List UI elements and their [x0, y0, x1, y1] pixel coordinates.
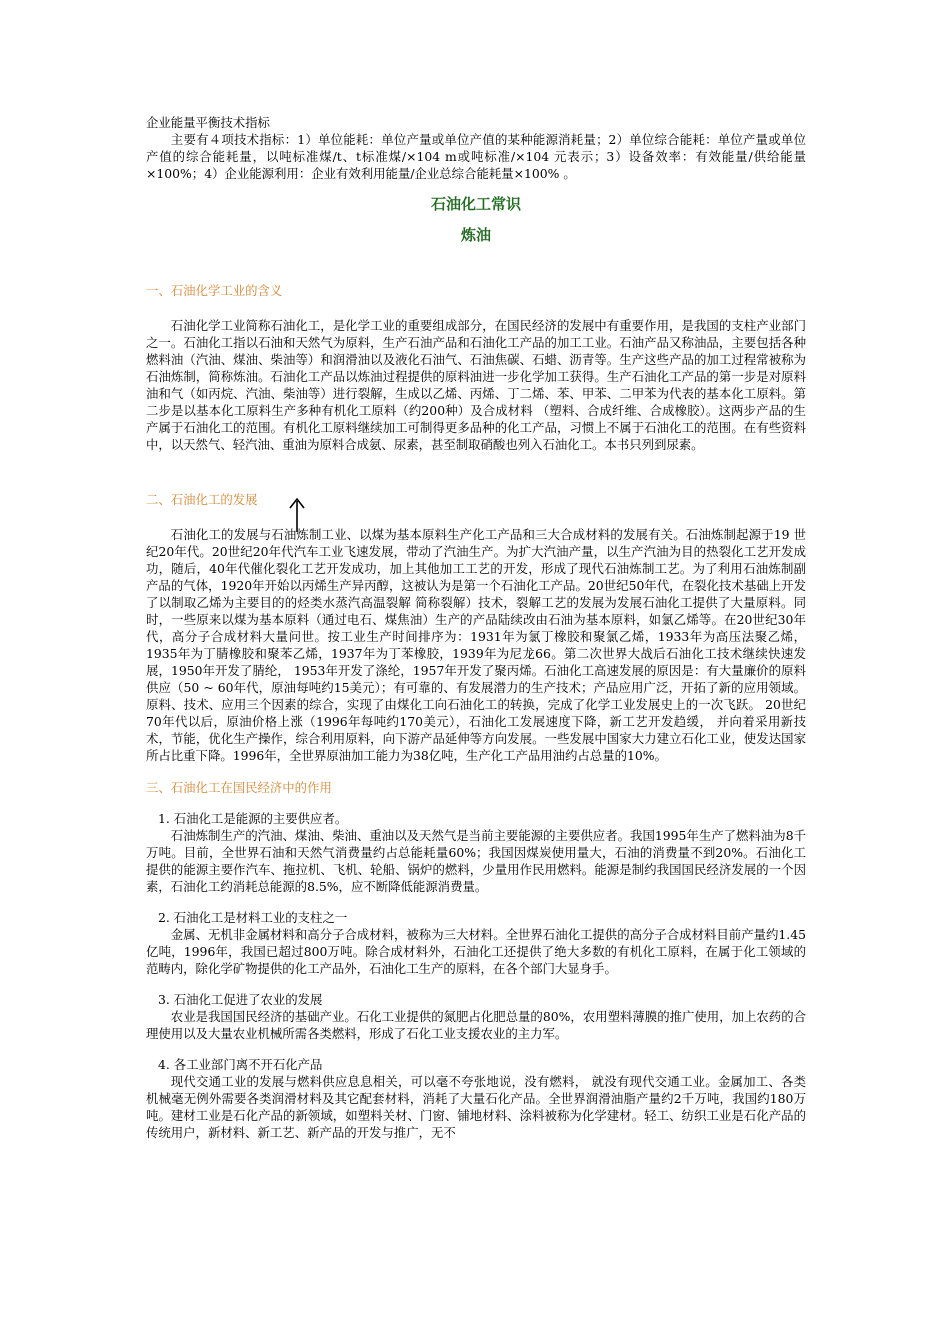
up-arrow-icon [286, 497, 308, 533]
intro-paragraph: 主要有４项技术指标：1）单位能耗：单位产量或单位产值的某种能源消耗量；2）单位综合能耗：单位产量或单位产值的综合能耗量，以吨标准煤/t、t标准煤/×104 m或吨标准/×104 元表示；3）设备效率：有效能量/供给能量×100%；4）企业能源利用：企业有效利用能量/企业总综合能耗量×100% 。 [146, 132, 806, 181]
document-title: 石油化工常识 [430, 195, 521, 213]
document-page [146, 114, 806, 1141]
section-3-item-2-title: 2. 石油化工是材料工业的支柱之一 [158, 910, 348, 925]
section-3-item-3-text: 农业是我国国民经济的基础产业。石化工业提供的氮肥占化肥总量的80%，农用塑料薄膜的推广使用，加上农药的合理使用以及大量农业机械所需各类燃料，形成了石化工业支援农业的主力军。 [146, 1009, 806, 1041]
section-3-item-3-title: 3. 石油化工促进了农业的发展 [158, 992, 323, 1007]
section-3-item-4-title: 4. 各工业部门离不开石化产品 [158, 1057, 323, 1072]
section-3-item-1-text: 石油炼制生产的汽油、煤油、柴油、重油以及天然气是当前主要能源的主要供应者。我国1995年生产了燃料油为8千万吨。目前，全世界石油和天然气消费量约占总能耗量60%；我国因煤炭使用量大，石油的消费量不到20%。石油化工提供的能源主要作汽车、拖拉机、飞机、轮船、锅炉的燃料，少量用作民用燃料。能源是制约我国国民经济发展的一个因素，石油化工约消耗总能源的8.5%，应不断降低能源消费量。 [146, 828, 806, 894]
section-1-paragraph: 石油化学工业简称石油化工，是化学工业的重要组成部分，在国民经济的发展中有重要作用，是我国的支柱产业部门之一。石油化工指以石油和天然气为原料，生产石油产品和石油化工产品的加工工业。石油产品又称油品，主要包括各种燃料油（汽油、煤油、柴油等）和润滑油以及液化石油气、石油焦碳、石蜡、沥青等。生产这些产品的加工过程常被称为石油炼制，简称炼油。石油化工产品以炼油过程提供的原料油进一步化学加工获得。生产石油化工产品的第一步是对原料油和气（如丙烷、汽油、柴油等）进行裂解，生成以乙烯、丙烯、丁二烯、苯、甲苯、二甲苯为代表的基本化工原料。第二步是以基本化工原料生产多种有机化工原料（约200种）及合成材料 （塑料、合成纤维、合成橡胶）。这两步产品的生产属于石油化工的范围。有机化工原料继续加工可制得更多品种的化工产品，习惯上不属于石油化工的范围。在有些资料中，以天然气、轻汽油、重油为原料合成氨、尿素，甚至制取硝酸也列入石油化工。本书只列到尿素。 [146, 318, 806, 452]
section-3-item-2-text: 金属、无机非金属材料和高分子合成材料，被称为三大材料。全世界石油化工提供的高分子合成材料目前产量约1.45亿吨，1996年，我国已超过800万吨。除合成材料外，石油化工还提供了绝大多数的有机化工原料，在属于化工领域的范畴内，除化学矿物提供的化工产品外，石油化工生产的原料，在各个部门大显身手。 [146, 927, 806, 976]
section-2-heading: 二、石油化工的发展 [146, 492, 258, 507]
section-3-item-1-title: 1. 石油化工是能源的主要供应者。 [158, 811, 348, 826]
document-subtitle: 炼油 [460, 226, 491, 244]
section-3-item-4-text: 现代交通工业的发展与燃料供应息息相关，可以毫不夸张地说，没有燃料， 就没有现代交通工业。金属加工、各类机械毫无例外需要各类润滑材料及其它配套材料，消耗了大量石化产品。全世界润滑油脂产量约2千万吨，我国约180万吨。建材工业是石化产品的新领域，如塑料关材、门窗、铺地材料、涂料被称为化学建材。轻工、纺织工业是石化产品的传统用户，新材料、新工艺、新产品的开发与推广，无不 [146, 1074, 806, 1140]
section-1-heading: 一、石油化学工业的含义 [146, 283, 283, 298]
section-3-heading: 三、石油化工在国民经济中的作用 [146, 780, 332, 795]
section-2-paragraph: 石油化工的发展与石油炼制工业、以煤为基本原料生产化工产品和三大合成材料的发展有关。石油炼制起源于19 世纪20年代。20世纪20年代汽车工业飞速发展，带动了汽油生产。为扩大汽油产量，以生产汽油为目的热裂化工艺开发成功，随后，40年代催化裂化工艺开发成功，加上其他加工工艺的开发，形成了现代石油炼制工艺。为了利用石油炼制副产品的气体，1920年开始以丙烯生产异丙醇，这被认为是第一个石油化工产品。20世纪50年代，在裂化技术基础上开发了以制取乙烯为主要目的的烃类水蒸汽高温裂解 简称裂解）技术，裂解工艺的发展为发展石油化工提供了大量原料。同时，一些原来以煤为基本原料（通过电石、煤焦油）生产的产品陆续改由石油为基本原料，如氯乙烯等。在20世纪30年代，高分子合成材料大量问世。按工业生产时间排序为：1931年为氯丁橡胶和聚氯乙烯，1933年为高压法聚乙烯，1935年为丁腈橡胶和聚苯乙烯，1937年为丁苯橡胶，1939年为尼龙66。第二次世界大战后石油化工技术继续快速发展，1950年开发了腈纶， 1953年开发了涤纶，1957年开发了聚丙烯。石油化工高速发展的原因是：有大量廉价的原料供应（50 ~ 60年代，原油每吨约15美元）；有可靠的、有发展潜力的生产技术；产品应用广泛，开拓了新的应用领域。原料、技术、应用三个因素的综合，实现了由煤化工向石油化工的转换，完成了化学工业发展史上的一次飞跃。 20世纪70年代以后，原油价格上涨（1996年每吨约170美元），石油化工发展速度下降，新工艺开发趋缓， 并向着采用新技术，节能，优化生产操作，综合利用原料，向下游产品延伸等方向发展。一些发展中国家大力建立石化工业，使发达国家所占比重下降。1996年，全世界原油加工能力为38亿吨，生产化工产品用油约占总量的10%。 [146, 527, 806, 763]
intro-heading: 企业能量平衡技术指标 [146, 115, 270, 130]
